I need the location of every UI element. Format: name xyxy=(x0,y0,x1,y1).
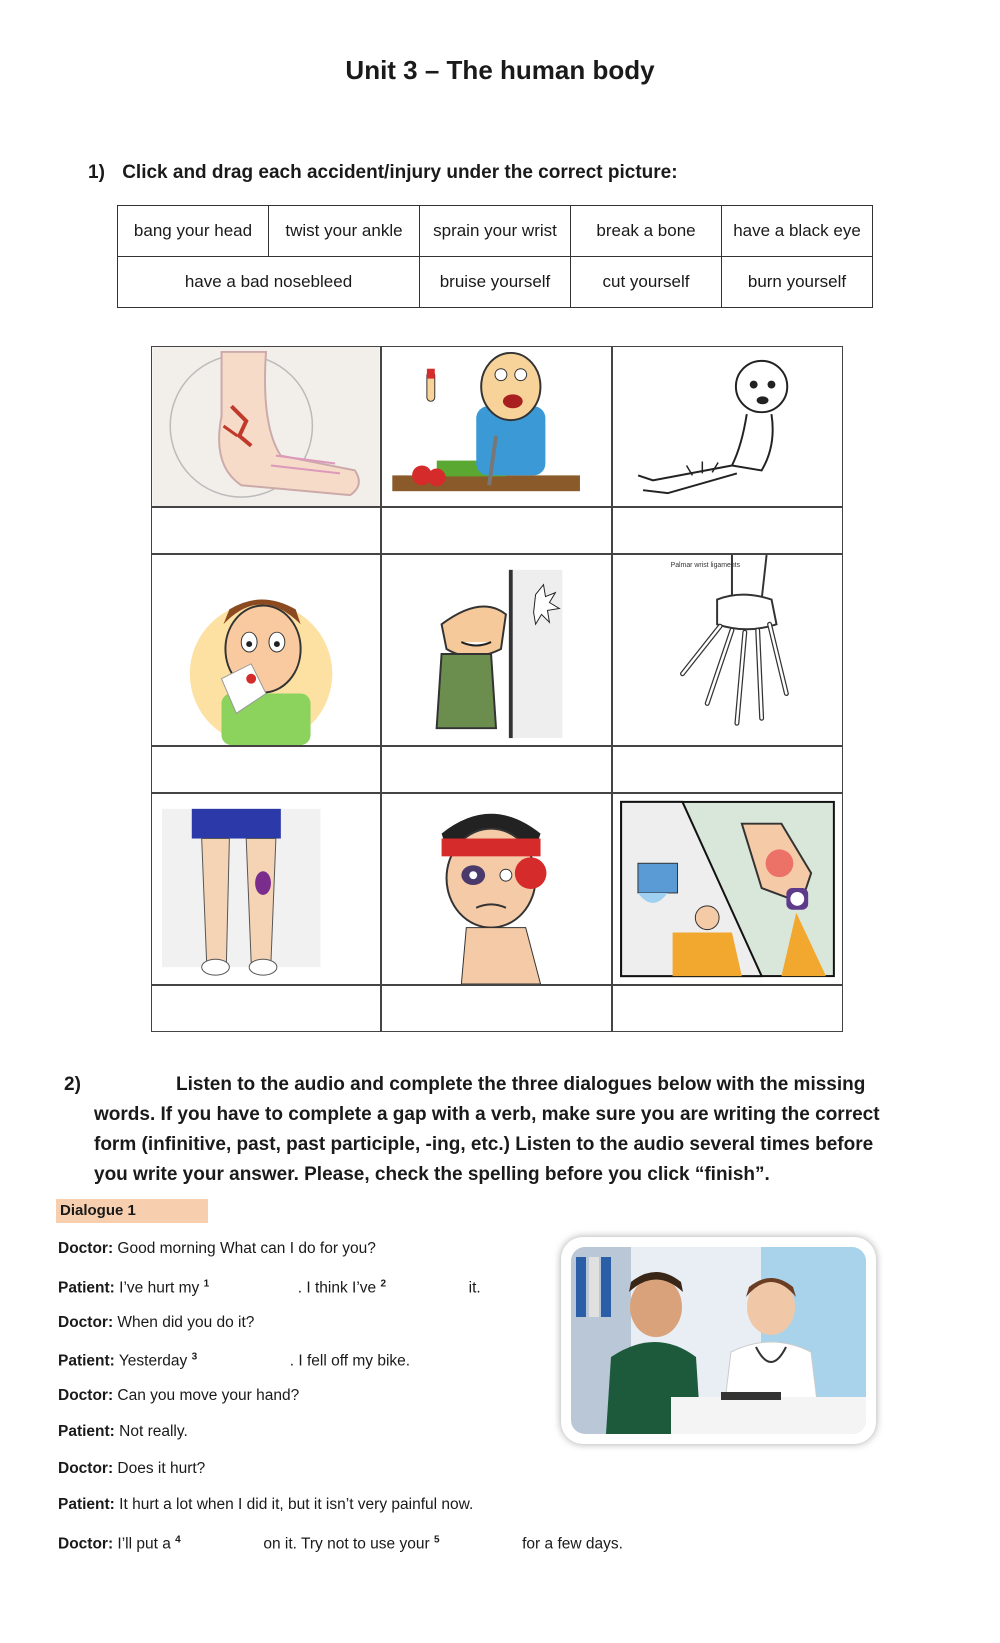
picture-grid xyxy=(151,346,843,1032)
gap-number: 1 xyxy=(203,1278,210,1290)
gap-number: 3 xyxy=(191,1351,198,1363)
question-text: Click and drag each accident/injury under the correct picture: xyxy=(122,162,678,183)
line-text: I’ll put a xyxy=(117,1535,171,1553)
answer-drop-zone[interactable] xyxy=(612,985,843,1032)
line-text: Does it hurt? xyxy=(117,1460,206,1477)
word-bank xyxy=(117,205,873,308)
answer-drop-zone[interactable] xyxy=(381,746,612,793)
doctor-patient-photo xyxy=(561,1237,876,1444)
speaker: Patient: xyxy=(58,1352,115,1370)
gap-number: 5 xyxy=(433,1534,440,1546)
wrist-caption: Palmar wrist ligaments xyxy=(670,561,741,569)
answer-drop-zone[interactable] xyxy=(381,985,612,1032)
dialogue-line xyxy=(58,1350,410,1373)
dialogue-line xyxy=(58,1496,473,1514)
line-text: Can you move your hand? xyxy=(117,1387,300,1404)
line-text: Not really. xyxy=(119,1423,188,1440)
line-text: on it. Try not to use your xyxy=(263,1535,430,1553)
gap-number: 4 xyxy=(175,1534,181,1546)
speaker: Doctor: xyxy=(58,1535,114,1553)
wrist-bones-icon xyxy=(612,554,843,746)
line-text: it. xyxy=(468,1279,481,1297)
gap-number: 2 xyxy=(380,1278,387,1290)
word-tile[interactable]: burn yourself xyxy=(722,257,873,308)
answer-drop-zone[interactable] xyxy=(151,985,381,1032)
word-tile[interactable]: have a black eye xyxy=(722,206,873,257)
dialogue-line xyxy=(58,1240,376,1258)
instruction-line: Listen to the audio and complete the three dialogues below with the missing xyxy=(176,1074,866,1095)
word-tile[interactable]: have a bad nosebleed xyxy=(118,257,420,308)
answer-gap-1[interactable] xyxy=(213,1277,293,1300)
broken-leg-icon xyxy=(612,346,843,507)
dialogue-line xyxy=(58,1533,623,1556)
head-bump-icon xyxy=(381,554,612,746)
word-tile[interactable]: bruise yourself xyxy=(420,257,571,308)
answer-gap-5[interactable] xyxy=(444,1533,518,1556)
word-tile[interactable]: break a bone xyxy=(571,206,722,257)
nosebleed-icon xyxy=(151,554,381,746)
word-tile[interactable]: sprain your wrist xyxy=(420,206,571,257)
line-text: . I fell off my bike. xyxy=(289,1352,411,1370)
line-text: When did you do it? xyxy=(117,1314,255,1331)
line-text: Good morning What can I do for you? xyxy=(117,1240,376,1257)
line-text: for a few days. xyxy=(522,1535,623,1553)
page-title: Unit 3 – The human body xyxy=(345,55,655,85)
word-tile[interactable]: bang your head xyxy=(118,206,269,257)
speaker: Doctor: xyxy=(58,1460,114,1477)
speaker: Patient: xyxy=(58,1496,115,1513)
speaker: Doctor: xyxy=(58,1240,114,1257)
dialogue-label: Dialogue 1 xyxy=(56,1199,208,1223)
doctor-patient-image xyxy=(571,1247,866,1434)
dialogue-line xyxy=(58,1277,481,1300)
dialogue-line xyxy=(58,1460,205,1478)
instruction-line: you write your answer. Please, check the spelling before you click “finish”. xyxy=(94,1164,770,1185)
dialogue-line xyxy=(58,1423,188,1441)
line-text: . I think I’ve xyxy=(297,1279,377,1297)
black-eye-icon xyxy=(381,793,612,985)
bruised-leg-icon xyxy=(151,793,381,985)
answer-drop-zone[interactable] xyxy=(381,507,612,554)
cut-finger-icon xyxy=(381,346,612,507)
burned-hand-icon xyxy=(612,793,843,985)
instruction-line: words. If you have to complete a gap with a verb, make sure you are writing the correct xyxy=(94,1104,880,1125)
dialogue-line xyxy=(58,1314,254,1332)
line-text: It hurt a lot when I did it, but it isn’t very painful now. xyxy=(119,1496,474,1513)
question-number: 2) xyxy=(64,1074,81,1095)
answer-drop-zone[interactable] xyxy=(151,746,381,793)
question-2-instructions xyxy=(64,1070,944,1190)
answer-gap-3[interactable] xyxy=(201,1350,285,1373)
answer-gap-4[interactable] xyxy=(185,1533,259,1556)
line-text: I’ve hurt my xyxy=(119,1279,200,1297)
answer-drop-zone[interactable] xyxy=(612,507,843,554)
speaker: Patient: xyxy=(58,1423,115,1440)
ankle-injury-icon xyxy=(151,346,381,507)
question-1-heading xyxy=(88,162,678,184)
answer-drop-zone[interactable] xyxy=(151,507,381,554)
line-text: Yesterday xyxy=(118,1352,188,1370)
answer-drop-zone[interactable] xyxy=(612,746,843,793)
dialogue-line xyxy=(58,1387,299,1405)
answer-gap-2[interactable] xyxy=(390,1277,464,1300)
question-number: 1) xyxy=(88,162,105,183)
speaker: Doctor: xyxy=(58,1314,114,1331)
speaker: Patient: xyxy=(58,1279,115,1297)
speaker: Doctor: xyxy=(58,1387,114,1404)
instruction-line: form (infinitive, past, past participle, -ing, etc.) Listen to the audio several times before xyxy=(94,1134,874,1155)
word-tile[interactable]: cut yourself xyxy=(571,257,722,308)
word-tile[interactable]: twist your ankle xyxy=(269,206,420,257)
